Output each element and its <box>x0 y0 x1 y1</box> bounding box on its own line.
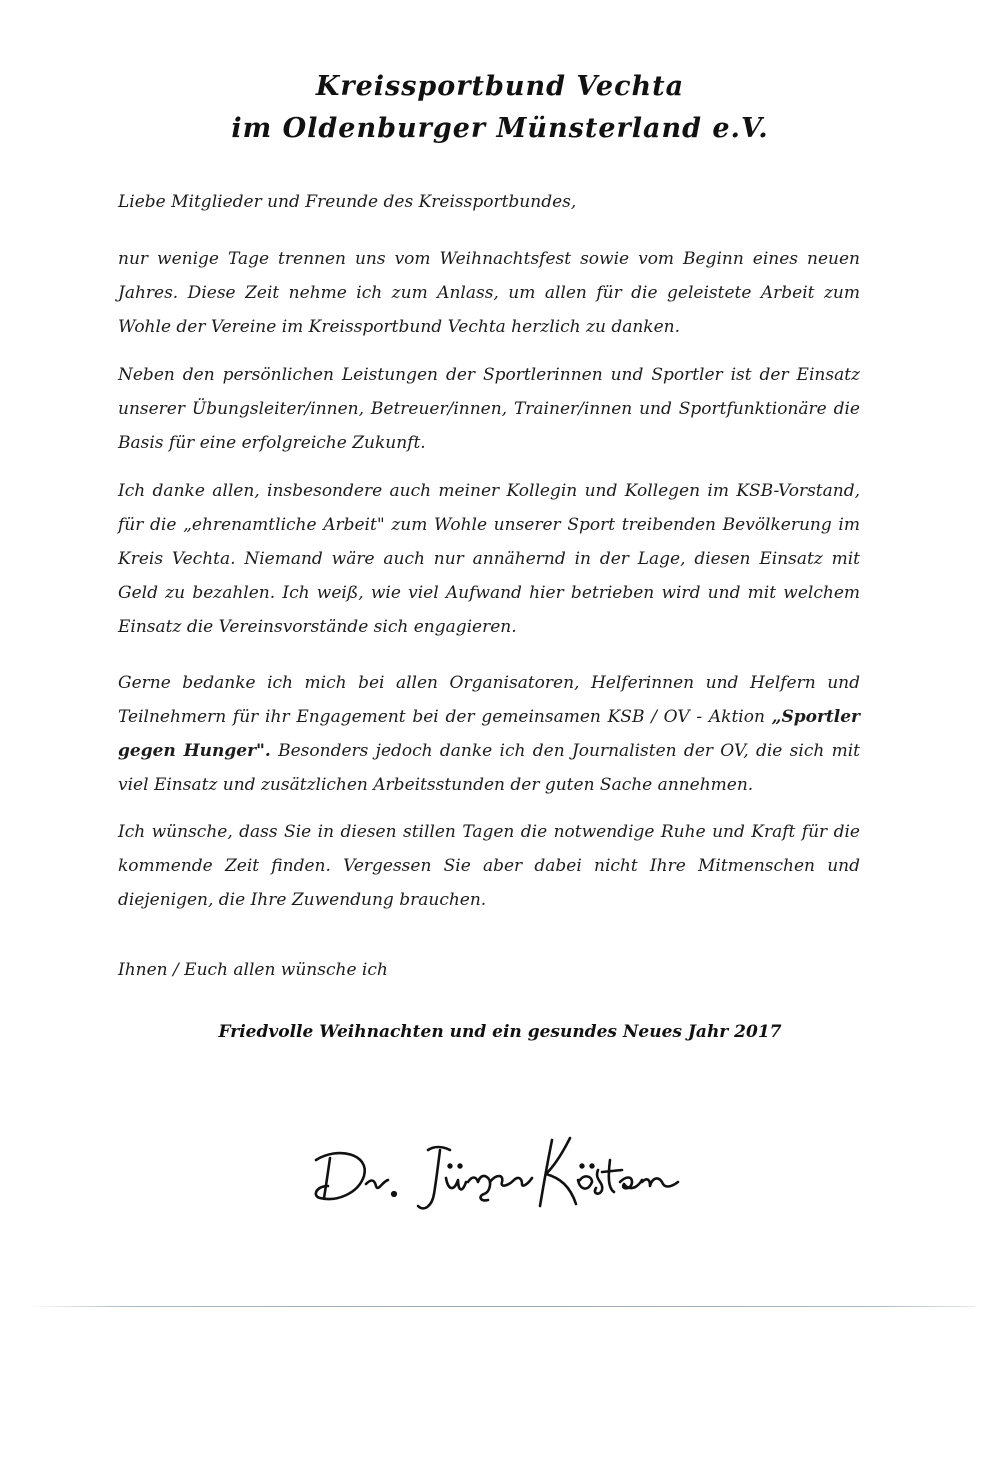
closing-text: Ihnen / Euch allen wünsche ich <box>118 960 388 980</box>
campaign-name: „Sportler gegen Hunger". <box>118 707 860 761</box>
salutation-text: Liebe Mitglieder und Freunde des Kreissportbundes, <box>118 192 577 212</box>
letterhead <box>0 66 1000 150</box>
paragraph-3-text: Ich danke allen, insbesondere auch meiner Kollegin und Kollegen im KSB-Vorstand, für die „ehrenamtliche Arbeit" zum Wohle unserer Sport treibenden Bevölkerung im Kreis Vechta. Niemand wäre auch nur annähernd in der Lage, diesen Einsatz mit Geld zu bezahlen. Ich weiß, wie viel Aufwand hier betrieben wird und mit welchem Einsatz die Vereinsvorstände sich engagieren. <box>118 481 860 637</box>
letterhead-line-1: Kreissportbund Vechta <box>315 71 685 102</box>
paragraph-2-text: Neben den persönlichen Leistungen der Sportlerinnen und Sportler ist der Einsatz unserer Übungsleiter/innen, Betreuer/innen, Trainer/innen und Sportfunktionäre die Basis für eine erfolgreiche Zukunft. <box>118 365 860 453</box>
handwritten-signature <box>308 1120 688 1220</box>
paragraph-4 <box>118 666 860 802</box>
closing-line <box>118 953 860 987</box>
paragraph-4-before: Gerne bedanke ich mich bei allen Organisatoren, Helferinnen und Helfern und Teilnehmern für ihr Engagement bei der gemeinsamen KSB / OV - Aktion <box>118 673 860 727</box>
paragraph-3 <box>118 474 860 644</box>
paragraph-1-text: nur wenige Tage trennen uns vom Weihnachtsfest sowie vom Beginn eines neuen Jahres. Diese Zeit nehme ich zum Anlass, um allen für die geleistete Arbeit zum Wohle der Vereine im Kreissportbund Vechta herzlich zu danken. <box>118 249 860 337</box>
paragraph-2 <box>118 358 860 460</box>
paragraph-5-text: Ich wünsche, dass Sie in diesen stillen Tagen die notwendige Ruhe und Kraft für die kommende Zeit finden. Vergessen Sie aber dabei nicht Ihre Mitmenschen und diejenigen, die Ihre Zuwendung brauchen. <box>118 822 860 910</box>
page-bottom-divider <box>30 1306 975 1307</box>
paragraph-1 <box>118 242 860 344</box>
paragraph-5 <box>118 815 860 917</box>
paragraph-4-text <box>118 666 860 802</box>
paragraph-4-after: Besonders jedoch danke ich den Journalisten der OV, die sich mit viel Einsatz und zusätzlichen Arbeitsstunden der guten Sache annehmen. <box>118 741 860 795</box>
salutation <box>118 185 860 219</box>
holiday-greeting: Friedvolle Weihnachten und ein gesundes Neues Jahr 2017 <box>218 1022 782 1042</box>
letterhead-line-2: im Oldenburger Münsterland e.V. <box>231 113 769 144</box>
